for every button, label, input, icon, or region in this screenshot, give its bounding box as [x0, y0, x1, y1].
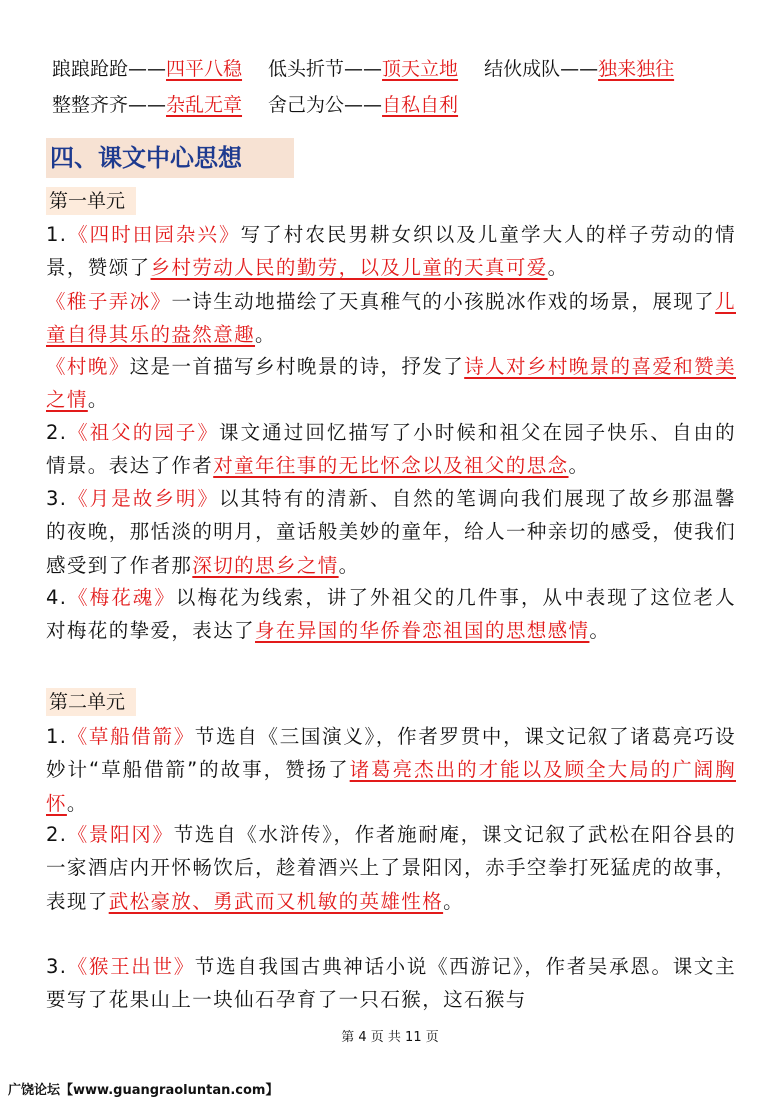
- antonym-pair: 低头折节——顶天立地: [268, 58, 459, 80]
- unit-2-paragraph-2: 2.《景阳冈》节选自《水浒传》，作者施耐庵，课文记叙了武松在阳谷县的一家酒店内开怀畅饮后，趁着酒兴上了景阳冈，赤手空拳打死猛虎的故事，表现了武松豪放、勇武而又机敏的英雄性格。: [46, 823, 736, 913]
- unit-2-title: 第二单元: [46, 688, 136, 716]
- section-title: 四、课文中心思想: [46, 138, 294, 178]
- antonym-pair: 舍己为公——自私自利: [268, 94, 459, 116]
- antonym-answer: 自私自利: [382, 94, 459, 116]
- unit-1-paragraph-5: 3.《月是故乡明》以其特有的清新、自然的笔调向我们展现了故乡那温馨的夜晚，那恬淡的明月，童话般美妙的童年，给人一种亲切的感受，使我们感受到了作者那深切的思乡之情。: [46, 487, 736, 577]
- antonym-row-1: [52, 54, 674, 84]
- unit-1-title: 第一单元: [46, 187, 136, 215]
- antonym-answer: 独来独往: [598, 58, 675, 80]
- unit-1-paragraph-4: 2.《祖父的园子》课文通过回忆描写了小时候和祖父在园子快乐、自由的情景。表达了作者对童年往事的无比怀念以及祖父的思念。: [46, 421, 736, 478]
- unit-2-paragraph-1: 1.《草船借箭》节选自《三国演义》，作者罗贯中，课文记叙了诸葛亮巧设妙计“草船借箭”的故事，赞扬了诸葛亮杰出的才能以及顾全大局的广阔胸怀。: [46, 725, 737, 815]
- antonym-pair: 踉踉跄跄——四平八稳: [52, 58, 243, 80]
- unit-1-paragraph-3: 《村晚》这是一首描写乡村晚景的诗，抒发了诗人对乡村晚景的喜爱和赞美之情。: [46, 355, 736, 412]
- antonym-answer: 顶天立地: [382, 58, 459, 80]
- antonym-row-2: [52, 90, 484, 120]
- page-number: 第 4 页 共 11 页: [341, 1030, 439, 1045]
- antonym-answer: 杂乱无章: [166, 94, 243, 116]
- unit-2-paragraph-3: 3.《猴王出世》节选自我国古典神话小说《西游记》，作者吴承恩。课文主要写了花果山上一块仙石孕育了一只石猴，这石猴与: [46, 955, 737, 1012]
- antonym-pair: 整整齐齐——杂乱无章: [52, 94, 243, 116]
- unit-1-paragraph-2: 《稚子弄冰》一诗生动地描绘了天真稚气的小孩脱冰作戏的场景，展现了儿童自得其乐的盎然意趣。: [46, 290, 736, 347]
- unit-1-paragraph-6: 4.《梅花魂》以梅花为线索，讲了外祖父的几件事，从中表现了这位老人对梅花的挚爱，表达了身在异国的华侨眷恋祖国的思想感情。: [46, 586, 736, 643]
- unit-1-paragraph-1: 1.《四时田园杂兴》写了村农民男耕女织以及儿童学大人的样子劳动的情景，赞颂了乡村劳动人民的勤劳，以及儿童的天真可爱。: [46, 223, 737, 280]
- site-watermark: 广饶论坛【www.guangraoluntan.com】: [8, 1083, 279, 1098]
- antonym-answer: 四平八稳: [166, 58, 243, 80]
- antonym-pair: 结伙成队——独来独往: [484, 58, 675, 80]
